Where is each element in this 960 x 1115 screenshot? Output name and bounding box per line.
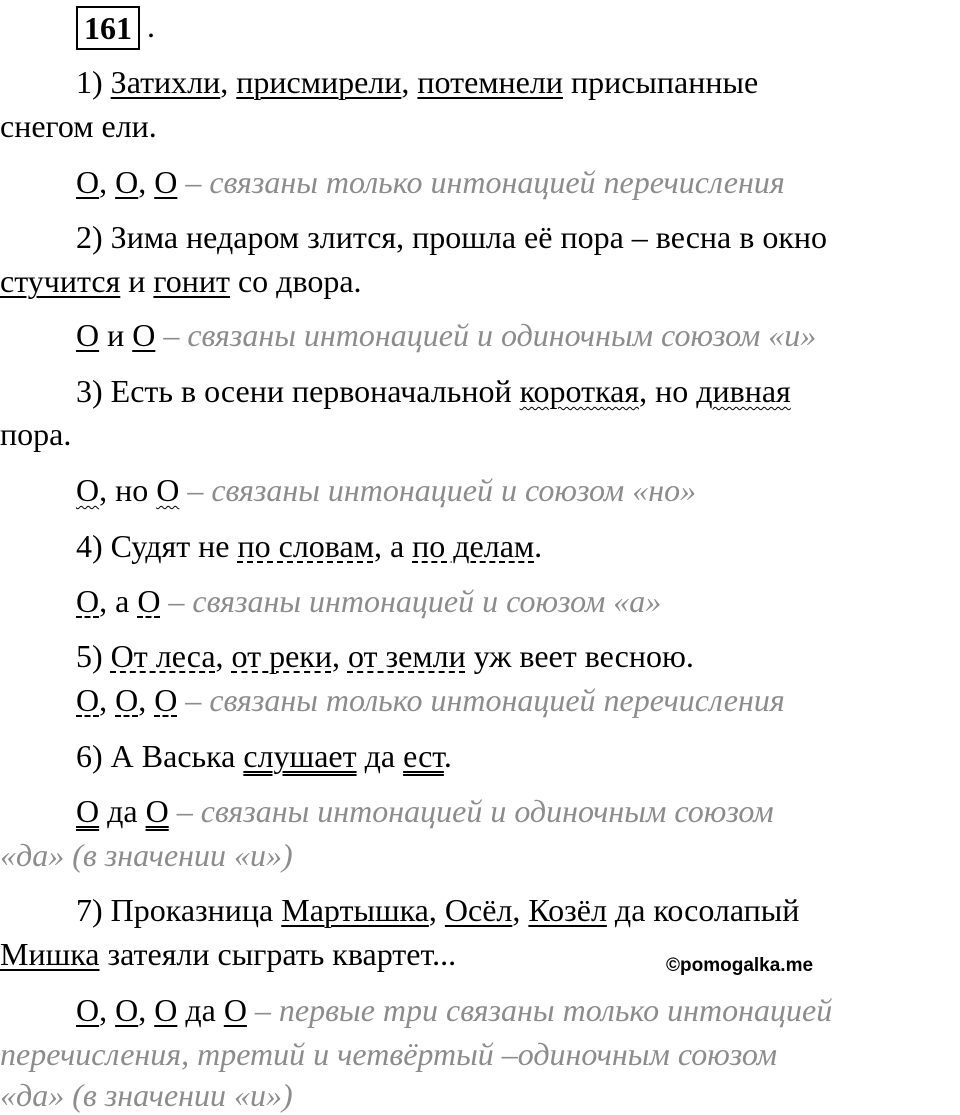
- text-fragment: и: [120, 263, 154, 299]
- text-fragment: О: [76, 793, 100, 829]
- sentence-1-line-1: [76, 62, 758, 102]
- text-fragment: О: [76, 992, 100, 1028]
- predicate-2: ест: [403, 738, 444, 774]
- text-fragment: , а: [373, 528, 413, 564]
- sentence-7-line-1: [76, 890, 799, 930]
- scheme-2-note: – связаны интонацией и одиночным союзом «и»: [155, 317, 817, 353]
- predicate-1: слушает: [243, 738, 357, 774]
- sentence-3-line-1: [76, 371, 791, 411]
- subject-1: Мартышка: [281, 892, 429, 928]
- text-fragment: ,: [138, 164, 155, 200]
- text-fragment: , но: [639, 373, 697, 409]
- scheme-6-note: – связаны интонацией и одиночным союзом: [168, 793, 774, 829]
- text-fragment: О: [115, 682, 139, 718]
- scheme-7-line-1: [76, 990, 832, 1030]
- text-fragment: О: [154, 682, 178, 718]
- text-fragment: , а: [99, 583, 138, 619]
- text-fragment: О: [76, 164, 100, 200]
- text-fragment: .: [534, 528, 543, 564]
- sentence-5: [76, 636, 694, 676]
- text-fragment: присыпанные: [562, 64, 759, 100]
- adverbial-2: от реки: [231, 638, 332, 674]
- predicate-2: присмирели: [236, 64, 402, 100]
- subject-3: Козёл: [528, 892, 607, 928]
- text-fragment: затеяли сыграть квартет...: [99, 936, 457, 972]
- text-fragment: О: [154, 164, 178, 200]
- text-fragment: ,: [99, 992, 116, 1028]
- text-fragment: ,: [99, 682, 116, 718]
- text-fragment: уж веет весною.: [465, 638, 694, 674]
- text-fragment: ,: [220, 64, 237, 100]
- text-fragment: да: [177, 992, 224, 1028]
- sentence-6: [76, 736, 452, 776]
- scheme-6-note-line-2: «да» (в значении «и»): [0, 837, 293, 873]
- subject-2: Осёл: [444, 892, 513, 928]
- predicate-3: потемнели: [417, 64, 563, 100]
- text-fragment: О: [115, 164, 139, 200]
- scheme-6-line-1: [76, 791, 774, 831]
- scheme-2: [76, 315, 816, 355]
- sentence-2-line-2: [0, 261, 362, 301]
- text-fragment: О: [115, 992, 139, 1028]
- watermark: ©pomogalka.me: [666, 955, 814, 976]
- sentence-3-line-2: пора.: [0, 416, 72, 452]
- scheme-5-note: – связаны только интонацией перечисления: [177, 682, 785, 718]
- text-fragment: О: [137, 583, 161, 619]
- scheme-7-note: – первые три связаны только интонацией: [246, 992, 833, 1028]
- scheme-5: [76, 680, 785, 720]
- scheme-1-note: – связаны только интонацией перечисления: [177, 164, 785, 200]
- adverbial-2: по делам: [412, 528, 535, 564]
- text-fragment: и: [99, 317, 133, 353]
- scheme-4-note: – связаны интонацией и союзом «а»: [160, 583, 662, 619]
- text-fragment: О: [156, 472, 180, 508]
- text-fragment: О: [76, 317, 100, 353]
- sentence-2-line-1: 2) Зима недаром злится, прошла её пора – весна в окно: [76, 219, 828, 255]
- text-fragment: О: [76, 472, 100, 508]
- predicate-1: стучится: [0, 263, 121, 299]
- adverbial-3: от земли: [347, 638, 466, 674]
- text-fragment: 5): [76, 638, 111, 674]
- text-fragment: О: [132, 317, 156, 353]
- text-fragment: да: [99, 793, 146, 829]
- text-fragment: ,: [215, 638, 232, 674]
- text-fragment: .: [443, 738, 452, 774]
- attribute-1: короткая: [519, 373, 640, 409]
- predicate-1: Затихли: [110, 64, 221, 100]
- text-fragment: , но: [99, 472, 157, 508]
- text-fragment: ,: [428, 892, 445, 928]
- text-fragment: со двора.: [229, 263, 362, 299]
- text-fragment: 1): [76, 64, 111, 100]
- text-fragment: да косолапый: [606, 892, 800, 928]
- text-fragment: 3) Есть в осени первоначальной: [76, 373, 520, 409]
- scheme-3: [76, 470, 696, 510]
- scheme-1: [76, 162, 785, 202]
- text-fragment: О: [223, 992, 247, 1028]
- subject-4: Мишка: [0, 936, 100, 972]
- exercise-number: 161: [76, 6, 140, 50]
- sentence-7-line-2: [0, 934, 456, 974]
- sentence-4: [76, 526, 542, 566]
- text-fragment: ,: [331, 638, 348, 674]
- scheme-7-note-line-2: перечисления, третий и четвёртый –одиночным союзом: [0, 1036, 778, 1072]
- scheme-3-note: – связаны интонацией и союзом «но»: [179, 472, 697, 508]
- predicate-2: гонит: [153, 263, 230, 299]
- text-fragment: 6) А Васька: [76, 738, 244, 774]
- text-fragment: ,: [99, 164, 116, 200]
- text-fragment: 7) Проказница: [76, 892, 282, 928]
- adverbial-1: От леса: [110, 638, 216, 674]
- text-fragment: О: [76, 583, 100, 619]
- text-fragment: ,: [138, 682, 155, 718]
- text-fragment: ,: [401, 64, 418, 100]
- text-fragment: да: [356, 738, 404, 774]
- exercise-number-dot: .: [147, 8, 155, 44]
- sentence-1-line-2: снегом ели.: [0, 108, 157, 144]
- adverbial-1: по словам: [237, 528, 374, 564]
- text-fragment: ,: [512, 892, 529, 928]
- text-fragment: О: [154, 992, 178, 1028]
- text-fragment: О: [76, 682, 100, 718]
- text-fragment: О: [145, 793, 169, 829]
- attribute-2: дивная: [696, 373, 791, 409]
- text-fragment: 4) Судят не: [76, 528, 238, 564]
- scheme-7-note-line-3: «да» (в значении «и»): [0, 1077, 293, 1113]
- scheme-4: [76, 581, 661, 621]
- text-fragment: ,: [138, 992, 155, 1028]
